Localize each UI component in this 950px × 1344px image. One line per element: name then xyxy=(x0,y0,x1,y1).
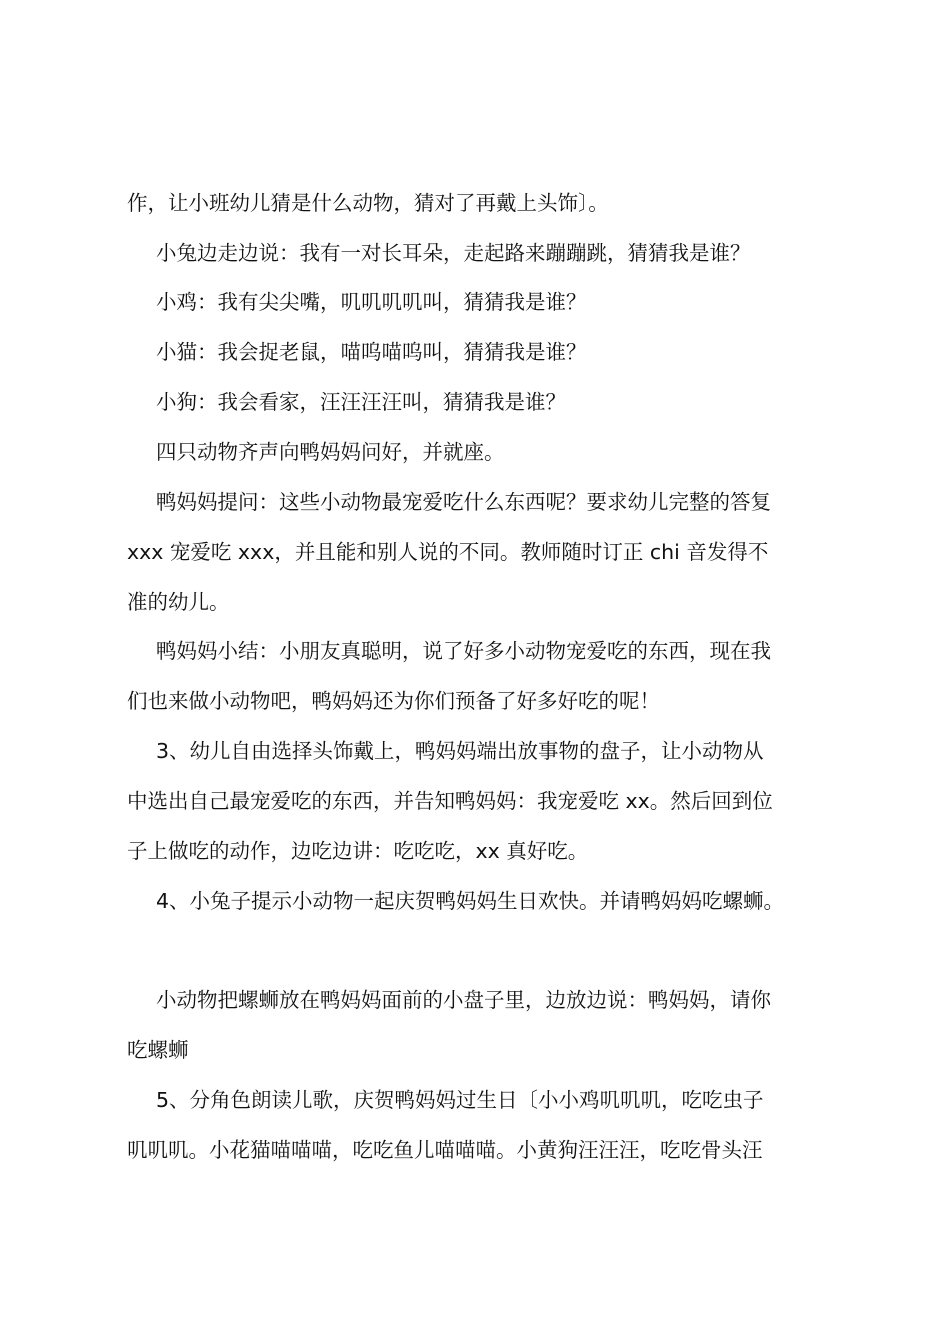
text-line: 准的幼儿。 xyxy=(127,590,230,614)
text-line: 鸭妈妈小结：小朋友真聪明，说了好多小动物宠爱吃的东西，现在我 xyxy=(156,639,771,663)
text-line: 吃螺蛳 xyxy=(127,1038,189,1062)
text-line: 5、分角色朗读儿歌，庆贺鸭妈妈过生日〔小小鸡叽叽叽，吃吃虫子 xyxy=(156,1088,764,1112)
text-line: 小动物把螺蛳放在鸭妈妈面前的小盘子里，边放边说：鸭妈妈，请你 xyxy=(156,988,771,1012)
text-line: 中选出自己最宠爱吃的东西，并告知鸭妈妈：我宠爱吃 xx。然后回到位 xyxy=(127,789,773,813)
text-line: 4、小兔子提示小动物一起庆贺鸭妈妈生日欢快。并请鸭妈妈吃螺蛳。 xyxy=(156,889,785,913)
text-line: 们也来做小动物吧，鸭妈妈还为你们预备了好多好吃的呢！ xyxy=(127,689,660,713)
text-line: xxx 宠爱吃 xxx，并且能和别人说的不同。教师随时订正 chi 音发得不 xyxy=(127,540,769,564)
text-line: 鸭妈妈提问：这些小动物最宠爱吃什么东西呢？要求幼儿完整的答复 xyxy=(156,490,771,514)
text-line: 子上做吃的动作，边吃边讲：吃吃吃，xx 真好吃。 xyxy=(127,839,589,863)
text-line: 四只动物齐声向鸭妈妈问好，并就座。 xyxy=(156,440,505,464)
text-line: 小狗：我会看家，汪汪汪汪叫，猜猜我是谁？ xyxy=(156,390,566,414)
text-line: 3、幼儿自由选择头饰戴上，鸭妈妈端出放事物的盘子，让小动物从 xyxy=(156,739,764,763)
text-line: 叽叽叽。小花猫喵喵喵，吃吃鱼儿喵喵喵。小黄狗汪汪汪，吃吃骨头汪 xyxy=(127,1138,763,1162)
text-line: 小鸡：我有尖尖嘴，叽叽叽叽叫，猜猜我是谁？ xyxy=(156,290,587,314)
text-line: 小猫：我会捉老鼠，喵呜喵呜叫，猜猜我是谁？ xyxy=(156,340,587,364)
text-line: 小兔边走边说：我有一对长耳朵，走起路来蹦蹦跳，猜猜我是谁？ xyxy=(156,241,751,265)
text-line: 作，让小班幼儿猜是什么动物，猜对了再戴上头饰〕。 xyxy=(127,191,609,215)
